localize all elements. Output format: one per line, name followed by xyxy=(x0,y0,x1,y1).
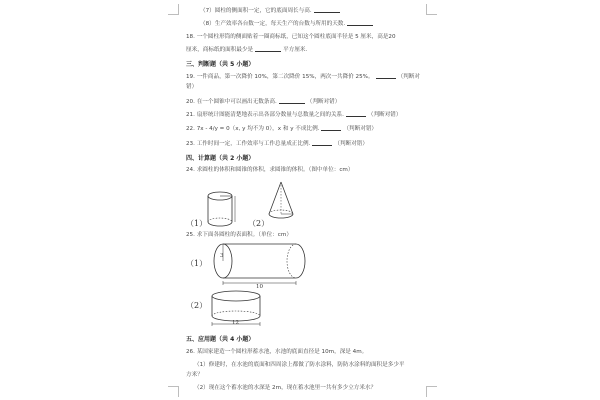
q25-radius-label: 3 xyxy=(220,253,224,259)
q26-line1: 26. 某国家建造一个圆柱形蓄水池，水池的底面直径是 10m，深是 4m。 xyxy=(186,349,368,355)
q22: 22. 7x - 4/y = 0（x, y 均不为 0），x 和 y 不成比例. （判断对错） xyxy=(186,126,378,132)
q25: 25. 求下面各圆柱的表面积。（单位：cm） xyxy=(186,232,292,238)
answer-blank[interactable] xyxy=(314,6,340,13)
q25-label-1: （1） xyxy=(186,259,208,268)
q19: 19. 一件商品，第一次降价 10%，第二次降价 15%，两次一共降价 25%。 （判断对 xyxy=(186,74,420,80)
crop-mark-top-left xyxy=(168,4,179,15)
section-title-judgement: 三、判断题（共 5 小题） xyxy=(186,61,255,68)
q18-line2: 厘米，商标纸的面积最少是 平方厘米. xyxy=(186,47,308,53)
q23: 23. 工作时间一定，工作效率与工作总量成正比例. （判断对错） xyxy=(186,141,368,147)
q25-label-2: （2） xyxy=(186,301,208,310)
crop-mark-bottom-right xyxy=(426,386,437,397)
q25-width-label: 12 xyxy=(232,320,239,326)
answer-blank[interactable] xyxy=(255,45,281,52)
q26-sub1b: 方米？ xyxy=(186,372,203,378)
q24-label-1: （1） xyxy=(186,219,208,228)
q17-item7: （7）圆柱的侧面积一定，它的底面周长与高. xyxy=(200,6,342,15)
section-title-application: 五、应用题（共 4 小题） xyxy=(186,336,255,343)
q17-item8: （8）生产效率各台数一定，每天生产的台数与所用的天数. xyxy=(200,19,375,28)
q24: 24. 求圆柱的体积和圆锥的体积，求圆锥的体积。（图中单位：cm） xyxy=(186,167,354,173)
crop-mark-bottom-left xyxy=(168,386,179,397)
q19-cont: 错） xyxy=(186,84,198,90)
q26-sub2: （2）现在这个蓄水池的水深是 2m，现在蓄水池里一共有多少立方米水？ xyxy=(194,385,377,391)
q25-horizontal-cylinder xyxy=(212,242,308,288)
q24-cone-figure xyxy=(266,180,296,222)
q20: 20. 在一个圆锥中可以画出无数条高. （判断对错） xyxy=(186,99,341,105)
document-page xyxy=(186,0,426,400)
answer-blank[interactable] xyxy=(312,139,332,146)
answer-blank[interactable] xyxy=(376,72,396,79)
answer-blank[interactable] xyxy=(346,110,366,117)
q18-line1: 18. 一个圆柱形筒的侧面贴着一圈商标纸，已知这个圆柱底面半径是 5 厘米，高是20 xyxy=(186,34,396,40)
q24-cylinder-figure xyxy=(204,190,238,230)
section-title-calculation: 四、计算题（共 2 小题） xyxy=(186,155,255,162)
crop-mark-top-right xyxy=(426,4,437,15)
q26-sub1: （1）修建时，在水池的底面和四周涂上都做了防水涂料，防防水涂料的面积是多少平 xyxy=(194,362,405,368)
q24-label-2: （2） xyxy=(248,219,270,228)
q21: 21. 扇形统计图能清楚地表示出各部分数量与总数量之间的关系. （判断对错） xyxy=(186,112,402,118)
answer-blank[interactable] xyxy=(347,19,373,26)
answer-blank[interactable] xyxy=(279,97,305,104)
q25-length-label: 10 xyxy=(256,284,263,290)
answer-blank[interactable] xyxy=(321,124,341,131)
